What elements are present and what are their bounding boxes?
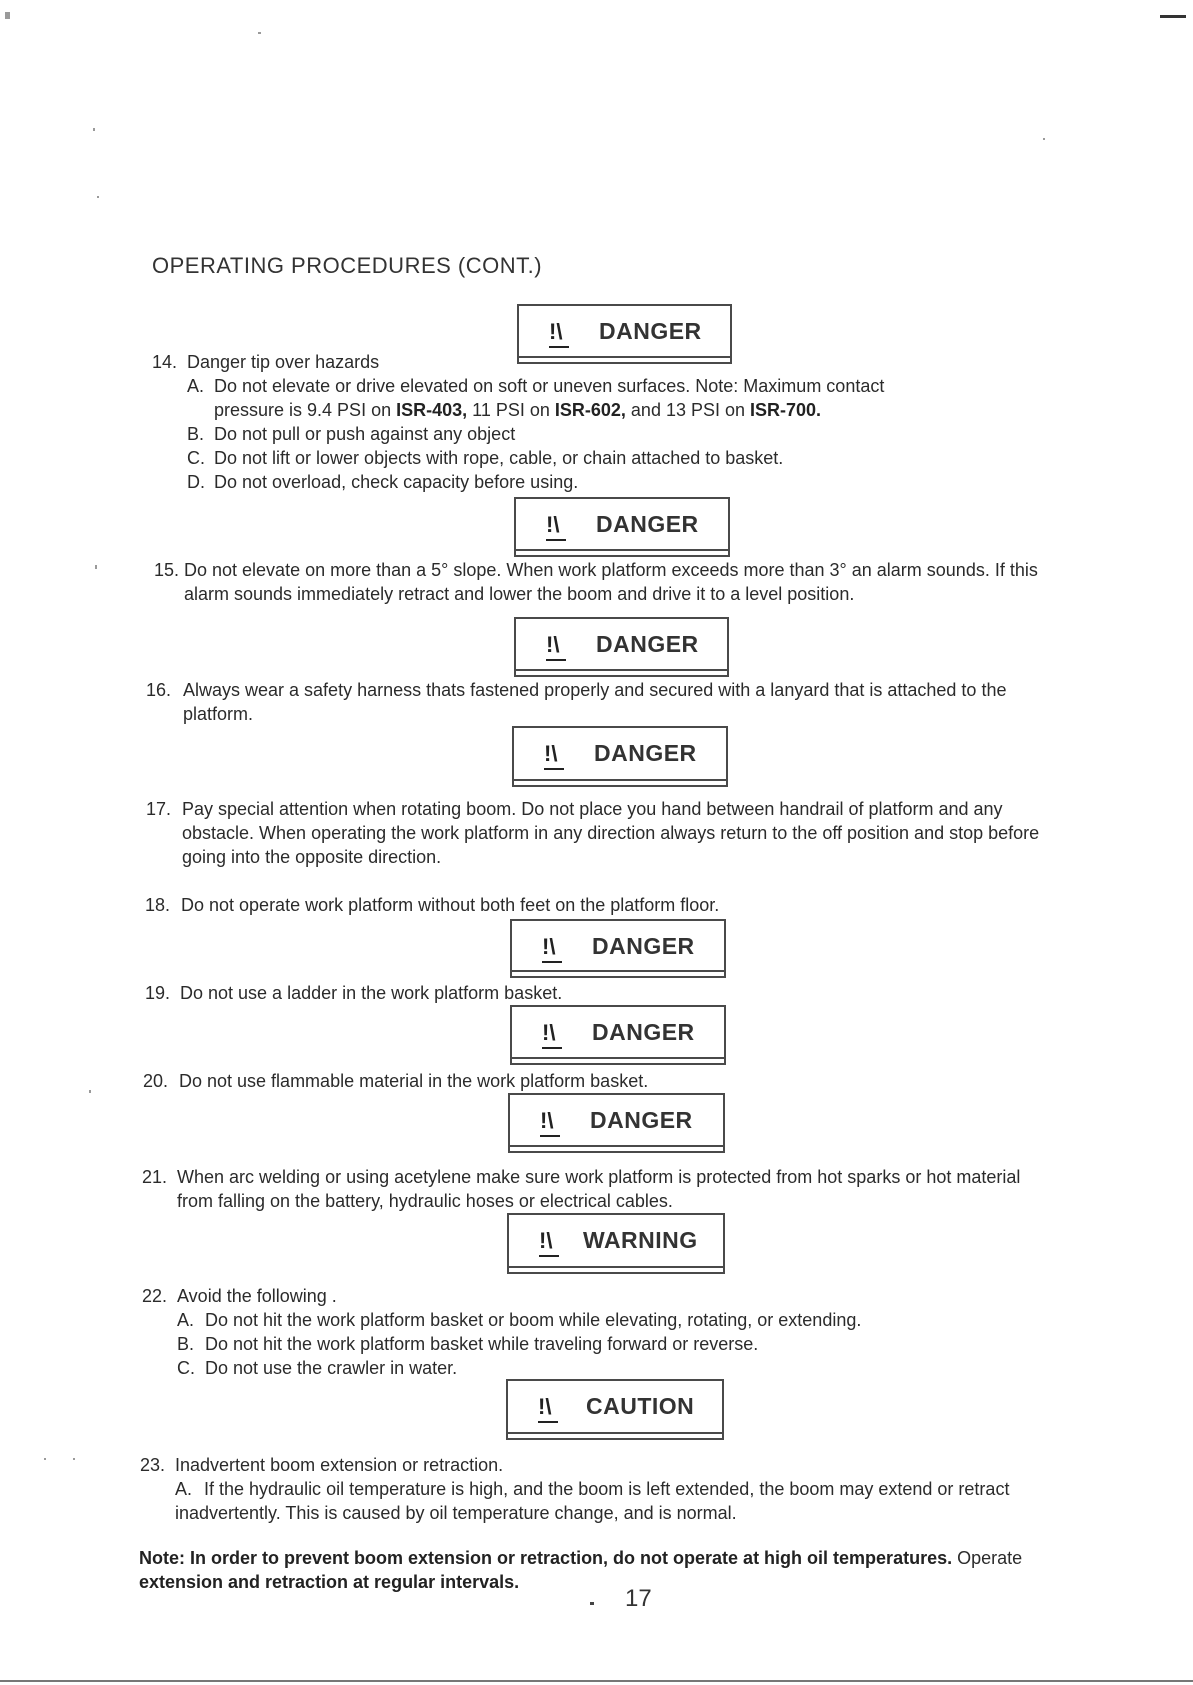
sub-item-letter: A. — [177, 1310, 195, 1330]
sub-item-letter: A. — [187, 376, 205, 396]
sub-item-text: Do not lift or lower objects with rope, cable, or chain attached to basket. — [214, 448, 784, 468]
sub-item-text — [214, 398, 821, 422]
item-text: When arc welding or using acetylene make sure work platform is protected from hot sparks or hot material — [177, 1167, 1021, 1187]
danger-box — [510, 919, 726, 978]
danger-box — [514, 497, 730, 557]
sub-item-letter: B. — [187, 424, 205, 444]
danger-box — [517, 304, 732, 364]
item-text: Do not use flammable material in the work platform basket. — [179, 1071, 649, 1091]
box-divider — [516, 549, 728, 551]
note-line: extension and retraction at regular intervals. — [139, 1572, 520, 1592]
scan-speck — [93, 128, 95, 131]
page-number: 17 — [625, 1585, 652, 1612]
item-text: Avoid the following . — [177, 1286, 337, 1306]
box-divider — [514, 779, 726, 781]
box-divider — [516, 669, 727, 671]
danger-label: DANGER — [590, 1107, 693, 1133]
sub-item-letter: B. — [177, 1334, 195, 1354]
model-name: ISR-602, — [554, 400, 626, 420]
sub-item-text: Do not pull or push against any object — [214, 424, 516, 444]
box-divider — [509, 1266, 723, 1268]
sub-item-text: If the hydraulic oil temperature is high, and the boom is left extended, the boom may extend or retract — [204, 1479, 1010, 1499]
danger-label: DANGER — [596, 511, 699, 537]
sub-item-letter: C. — [187, 448, 205, 468]
warning-triangle-icon: !\ — [538, 1394, 552, 1419]
item-text: Do not elevate on more than a 5° slope. When work platform exceeds more than 3° an alarm sounds. If this — [184, 560, 1038, 580]
warning-triangle-icon: !\ — [542, 934, 556, 959]
caution-box — [506, 1379, 724, 1440]
warning-triangle-icon-base — [539, 1255, 559, 1257]
box-divider — [519, 356, 730, 358]
item-number: 20. — [143, 1071, 169, 1091]
warning-triangle-icon-base — [549, 346, 569, 348]
sub-item-text: inadvertently. This is caused by oil temperature change, and is normal. — [175, 1503, 737, 1523]
model-name: ISR-403, — [396, 400, 468, 420]
warning-triangle-icon-base — [538, 1421, 558, 1423]
sub-item-text-part: pressure is 9.4 PSI on — [214, 400, 397, 420]
sub-item-text: Do not overload, check capacity before using. — [214, 472, 579, 492]
box-divider — [510, 1145, 723, 1147]
warning-triangle-icon: !\ — [546, 632, 560, 657]
danger-box — [508, 1093, 725, 1153]
danger-box — [512, 726, 728, 787]
sub-item-text: Do not elevate or drive elevated on soft or uneven surfaces. Note: Maximum contact — [214, 376, 885, 396]
item-text: Danger tip over hazards — [187, 352, 380, 372]
warning-triangle-icon-base — [542, 961, 562, 963]
item-text: Inadvertent boom extension or retraction. — [175, 1455, 504, 1475]
item-number: 15. — [154, 560, 180, 580]
item-number: 14. — [152, 352, 178, 372]
scan-speck — [44, 1458, 46, 1460]
item-text: Do not use a ladder in the work platform basket. — [180, 983, 563, 1003]
scan-speck — [89, 1090, 91, 1093]
scan-speck — [590, 1602, 594, 1605]
warning-triangle-icon-base — [540, 1135, 560, 1137]
item-text: going into the opposite direction. — [182, 847, 442, 867]
note-bold-text: Note: In order to prevent boom extension or retraction, do not operate at high oil temperatures. — [139, 1548, 953, 1568]
warning-label: WARNING — [583, 1227, 698, 1253]
box-divider — [512, 970, 724, 972]
item-text: alarm sounds immediately retract and lower the boom and drive it to a level position. — [184, 584, 855, 604]
warning-triangle-icon: !\ — [549, 319, 563, 344]
warning-triangle-icon: !\ — [542, 1020, 556, 1045]
danger-label: DANGER — [592, 933, 695, 959]
item-text: from falling on the battery, hydraulic hoses or electrical cables. — [177, 1191, 673, 1211]
sub-item-text: Do not hit the work platform basket or boom while elevating, rotating, or extending. — [205, 1310, 862, 1330]
item-text: Do not operate work platform without both feet on the platform floor. — [181, 895, 720, 915]
scan-speck — [5, 12, 10, 19]
sub-item-letter: A. — [175, 1479, 193, 1499]
sub-item-text: Do not hit the work platform basket while traveling forward or reverse. — [205, 1334, 759, 1354]
danger-label: DANGER — [594, 740, 697, 766]
warning-triangle-icon-base — [546, 659, 566, 661]
box-divider — [512, 1057, 724, 1059]
item-text: obstacle. When operating the work platform in any direction always return to the off position and stop before — [182, 823, 1040, 843]
item-number: 23. — [140, 1455, 166, 1475]
warning-triangle-icon-base — [542, 1047, 562, 1049]
page-edge-line — [0, 1680, 1193, 1682]
warning-triangle-icon: !\ — [540, 1108, 554, 1133]
item-number: 21. — [142, 1167, 168, 1187]
page-title: OPERATING PROCEDURES (CONT.) — [152, 253, 543, 278]
item-number: 22. — [142, 1286, 168, 1306]
item-number: 17. — [146, 799, 172, 819]
warning-box — [507, 1213, 725, 1274]
item-text: Always wear a safety harness thats fastened properly and secured with a lanyard that is attached to the — [183, 680, 1007, 700]
model-name: ISR-700. — [750, 400, 822, 420]
scan-speck — [1160, 15, 1186, 18]
sub-item-text-part: 11 PSI on — [467, 400, 555, 420]
sub-item-letter: C. — [177, 1358, 195, 1378]
item-text: platform. — [183, 704, 254, 724]
scan-speck — [97, 196, 99, 198]
danger-box — [514, 617, 729, 677]
item-number: 18. — [145, 895, 171, 915]
scan-speck — [258, 32, 261, 34]
warning-triangle-icon: !\ — [546, 512, 560, 537]
sub-item-letter: D. — [187, 472, 205, 492]
sub-item-text: Do not use the crawler in water. — [205, 1358, 458, 1378]
box-divider — [508, 1432, 722, 1434]
danger-label: DANGER — [599, 318, 702, 344]
scan-speck — [1043, 138, 1045, 140]
note-line — [139, 1546, 1022, 1570]
note-tail-text: Operate — [952, 1548, 1023, 1568]
danger-box — [510, 1005, 726, 1065]
item-number: 16. — [146, 680, 172, 700]
item-text: Pay special attention when rotating boom. Do not place you hand between handrail of platform and any — [182, 799, 1003, 819]
danger-label: DANGER — [596, 631, 699, 657]
warning-triangle-icon: !\ — [544, 741, 558, 766]
caution-label: CAUTION — [586, 1393, 695, 1419]
warning-triangle-icon: !\ — [539, 1228, 553, 1253]
item-number: 19. — [145, 983, 171, 1003]
sub-item-text-part: and 13 PSI on — [625, 400, 751, 420]
warning-triangle-icon-base — [544, 768, 564, 770]
scan-speck — [95, 565, 97, 569]
warning-triangle-icon-base — [546, 539, 566, 541]
scan-speck — [73, 1458, 75, 1460]
danger-label: DANGER — [592, 1019, 695, 1045]
